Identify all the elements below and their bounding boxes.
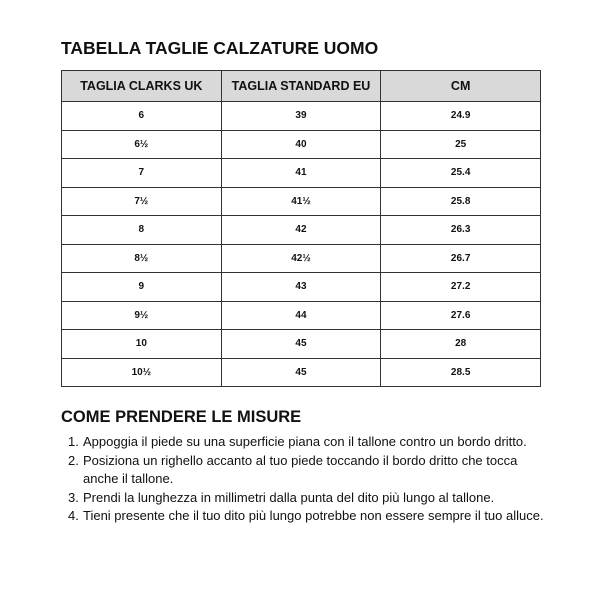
list-item (68, 452, 548, 489)
cell-eu: 45 (221, 358, 381, 387)
table-row (62, 187, 541, 216)
list-text: Tieni presente che il tuo dito più lungo potrebbe non essere sempre il tuo alluce. (83, 508, 544, 523)
cell-cm: 25.4 (381, 159, 541, 188)
cell-cm: 26.3 (381, 216, 541, 245)
list-item (68, 507, 548, 526)
table-row (62, 301, 541, 330)
cell-eu: 43 (221, 273, 381, 302)
page-title: TABELLA TAGLIE CALZATURE UOMO (61, 38, 379, 58)
cell-uk: 9½ (62, 301, 222, 330)
list-number: 1. (68, 434, 79, 449)
list-text: Prendi la lunghezza in millimetri dalla punta del dito più lungo al tallone. (83, 489, 495, 505)
cell-eu: 39 (221, 102, 381, 131)
cell-cm: 28.5 (381, 358, 541, 387)
list-item (68, 433, 548, 452)
instructions-title: COME PRENDERE LE MISURE (61, 408, 302, 426)
cell-uk: 10 (62, 330, 222, 359)
cell-uk: 7½ (62, 187, 222, 216)
table-header-row (62, 71, 541, 102)
table-row (62, 358, 541, 387)
table-row (62, 130, 541, 159)
cell-cm: 28 (381, 330, 541, 359)
cell-eu: 41 (221, 159, 381, 188)
cell-eu: 45 (221, 330, 381, 359)
cell-eu: 44 (221, 301, 381, 330)
instructions-list (68, 433, 548, 526)
cell-uk: 9 (62, 273, 222, 302)
header-uk: TAGLIA CLARKS UK (62, 71, 222, 102)
header-eu: TAGLIA STANDARD EU (221, 71, 381, 102)
size-table (61, 70, 541, 387)
list-number: 3. (68, 489, 79, 505)
cell-cm: 25.8 (381, 187, 541, 216)
list-number: 2. (68, 452, 79, 468)
cell-cm: 27.2 (381, 273, 541, 302)
cell-uk: 8 (62, 216, 222, 245)
cell-cm: 27.6 (381, 301, 541, 330)
table-row (62, 216, 541, 245)
cell-uk: 10½ (62, 358, 222, 387)
table-row (62, 159, 541, 188)
table-row (62, 244, 541, 273)
cell-uk: 6½ (62, 130, 222, 159)
table-row (62, 102, 541, 131)
header-cm: CM (381, 71, 541, 102)
cell-cm: 26.7 (381, 244, 541, 273)
cell-eu: 42 (221, 216, 381, 245)
cell-uk: 7 (62, 159, 222, 188)
cell-uk: 8½ (62, 244, 222, 273)
table-row (62, 273, 541, 302)
cell-cm: 25 (381, 130, 541, 159)
list-number: 4. (68, 508, 79, 523)
list-item (68, 489, 548, 508)
list-text: Appoggia il piede su una superficie piana con il tallone contro un bordo dritto. (83, 434, 527, 449)
cell-eu: 42½ (221, 244, 381, 273)
cell-eu: 40 (221, 130, 381, 159)
cell-uk: 6 (62, 102, 222, 131)
table-row (62, 330, 541, 359)
cell-eu: 41½ (221, 187, 381, 216)
list-text: Posiziona un righello accanto al tuo piede toccando il bordo dritto che tocca anche il tallone. (83, 452, 518, 486)
cell-cm: 24.9 (381, 102, 541, 131)
